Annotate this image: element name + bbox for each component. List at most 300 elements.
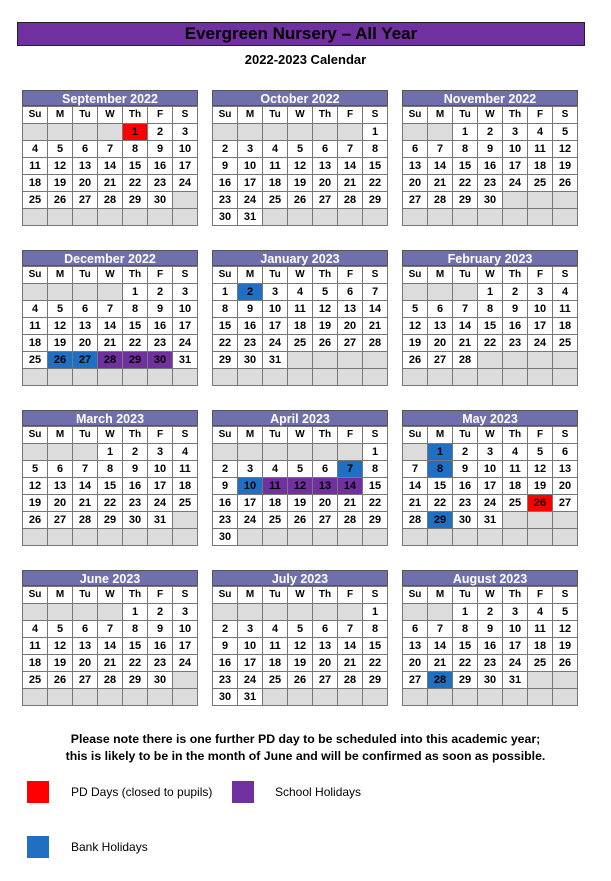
empty-cell bbox=[553, 529, 578, 546]
day-cell: 2 bbox=[148, 284, 173, 301]
day-cell: 2 bbox=[478, 604, 503, 621]
weekday-header-row bbox=[213, 107, 388, 124]
day-cell: 6 bbox=[403, 141, 428, 158]
day-cell: 22 bbox=[363, 655, 388, 672]
note-line-2: this is likely to be in the month of June and will be confirmed as soon as possible. bbox=[65, 749, 546, 763]
day-cell: 27 bbox=[313, 672, 338, 689]
day-cell: 11 bbox=[23, 638, 48, 655]
day-cell: 5 bbox=[288, 621, 313, 638]
weekday-label: S bbox=[363, 107, 388, 124]
weekday-header-row bbox=[403, 107, 578, 124]
day-cell: 16 bbox=[238, 318, 263, 335]
day-cell: 24 bbox=[478, 495, 503, 512]
empty-cell bbox=[173, 209, 198, 226]
day-cell: 10 bbox=[528, 301, 553, 318]
day-cell: 11 bbox=[528, 621, 553, 638]
day-cell: 7 bbox=[453, 301, 478, 318]
day-cell: 21 bbox=[98, 175, 123, 192]
day-cell: 14 bbox=[428, 158, 453, 175]
day-cell: 6 bbox=[73, 301, 98, 318]
day-cell: 7 bbox=[338, 621, 363, 638]
day-cell: 15 bbox=[363, 638, 388, 655]
empty-cell bbox=[338, 604, 363, 621]
day-cell: 25 bbox=[263, 512, 288, 529]
weekday-header-row bbox=[23, 107, 198, 124]
day-cell: 11 bbox=[288, 301, 313, 318]
pd-note bbox=[0, 731, 611, 765]
weekday-label: M bbox=[428, 107, 453, 124]
weekday-label: Th bbox=[313, 267, 338, 284]
day-cell: 5 bbox=[48, 621, 73, 638]
day-cell: 1 bbox=[478, 284, 503, 301]
day-cell: 21 bbox=[338, 655, 363, 672]
empty-cell bbox=[238, 369, 263, 386]
day-cell: 9 bbox=[148, 141, 173, 158]
day-cell: 23 bbox=[148, 655, 173, 672]
week-row bbox=[23, 209, 198, 226]
day-cell: 10 bbox=[263, 301, 288, 318]
day-cell: 22 bbox=[123, 655, 148, 672]
day-cell: 2 bbox=[123, 444, 148, 461]
day-cell: 8 bbox=[98, 461, 123, 478]
month-calendar bbox=[212, 90, 388, 226]
bank-legend-label: Bank Holidays bbox=[71, 840, 148, 854]
day-cell: 18 bbox=[503, 478, 528, 495]
day-cell: 22 bbox=[453, 655, 478, 672]
week-row bbox=[213, 301, 388, 318]
day-cell: 25 bbox=[528, 175, 553, 192]
day-cell: 13 bbox=[338, 301, 363, 318]
empty-cell bbox=[363, 689, 388, 706]
day-cell: 23 bbox=[238, 335, 263, 352]
empty-cell bbox=[288, 529, 313, 546]
day-cell: 12 bbox=[288, 158, 313, 175]
day-cell: 31 bbox=[263, 352, 288, 369]
day-cell: 12 bbox=[288, 478, 313, 495]
day-cell: 14 bbox=[338, 478, 363, 495]
calendar-subtitle: 2022-2023 Calendar bbox=[244, 52, 367, 67]
week-row bbox=[23, 175, 198, 192]
weekday-label: Th bbox=[503, 107, 528, 124]
day-cell: 4 bbox=[263, 621, 288, 638]
weekday-label: F bbox=[338, 587, 363, 604]
weekday-label: S bbox=[553, 427, 578, 444]
day-cell: 2 bbox=[213, 141, 238, 158]
day-cell: 8 bbox=[453, 141, 478, 158]
empty-cell bbox=[263, 529, 288, 546]
day-cell: 26 bbox=[528, 495, 553, 512]
day-cell: 13 bbox=[553, 461, 578, 478]
empty-cell bbox=[403, 124, 428, 141]
day-cell: 28 bbox=[98, 672, 123, 689]
day-cell: 3 bbox=[148, 444, 173, 461]
month-title: September 2022 bbox=[22, 90, 198, 106]
empty-cell bbox=[213, 369, 238, 386]
day-cell: 27 bbox=[313, 192, 338, 209]
day-cell: 28 bbox=[403, 512, 428, 529]
weekday-label: Tu bbox=[453, 267, 478, 284]
empty-cell bbox=[528, 529, 553, 546]
day-cell: 13 bbox=[313, 158, 338, 175]
weekday-label: W bbox=[98, 587, 123, 604]
day-cell: 16 bbox=[453, 478, 478, 495]
day-cell: 30 bbox=[148, 352, 173, 369]
day-cell: 14 bbox=[428, 638, 453, 655]
day-cell: 20 bbox=[403, 175, 428, 192]
day-cell: 16 bbox=[148, 318, 173, 335]
day-cell: 3 bbox=[173, 124, 198, 141]
week-row bbox=[23, 192, 198, 209]
day-cell: 1 bbox=[98, 444, 123, 461]
day-cell: 18 bbox=[173, 478, 198, 495]
empty-cell bbox=[98, 369, 123, 386]
day-cell: 9 bbox=[213, 158, 238, 175]
day-cell: 6 bbox=[338, 284, 363, 301]
day-cell: 16 bbox=[123, 478, 148, 495]
weekday-label: S bbox=[553, 267, 578, 284]
weekday-label: Su bbox=[23, 427, 48, 444]
day-cell: 23 bbox=[213, 512, 238, 529]
day-cell: 1 bbox=[363, 124, 388, 141]
empty-cell bbox=[453, 209, 478, 226]
empty-cell bbox=[428, 689, 453, 706]
day-cell: 28 bbox=[338, 512, 363, 529]
empty-cell bbox=[288, 124, 313, 141]
empty-cell bbox=[288, 604, 313, 621]
weekday-header-row bbox=[403, 267, 578, 284]
day-cell: 28 bbox=[428, 672, 453, 689]
empty-cell bbox=[238, 604, 263, 621]
day-cell: 6 bbox=[313, 621, 338, 638]
day-cell: 8 bbox=[123, 621, 148, 638]
day-cell: 24 bbox=[173, 655, 198, 672]
day-cell: 16 bbox=[213, 175, 238, 192]
day-cell: 14 bbox=[453, 318, 478, 335]
day-cell: 7 bbox=[338, 141, 363, 158]
day-cell: 16 bbox=[478, 638, 503, 655]
day-cell: 24 bbox=[263, 335, 288, 352]
day-cell: 20 bbox=[313, 655, 338, 672]
month-table bbox=[402, 586, 578, 706]
day-cell: 17 bbox=[238, 495, 263, 512]
empty-cell bbox=[403, 209, 428, 226]
empty-cell bbox=[123, 209, 148, 226]
day-cell: 8 bbox=[363, 141, 388, 158]
day-cell: 29 bbox=[123, 192, 148, 209]
day-cell: 19 bbox=[553, 158, 578, 175]
day-cell: 4 bbox=[263, 141, 288, 158]
day-cell: 15 bbox=[213, 318, 238, 335]
day-cell: 20 bbox=[73, 655, 98, 672]
day-cell: 30 bbox=[123, 512, 148, 529]
day-cell: 5 bbox=[48, 301, 73, 318]
empty-cell bbox=[48, 604, 73, 621]
empty-cell bbox=[528, 672, 553, 689]
week-row bbox=[23, 352, 198, 369]
week-row bbox=[403, 141, 578, 158]
empty-cell bbox=[173, 672, 198, 689]
empty-cell bbox=[503, 689, 528, 706]
empty-cell bbox=[478, 529, 503, 546]
day-cell: 30 bbox=[478, 192, 503, 209]
week-row bbox=[23, 461, 198, 478]
empty-cell bbox=[553, 512, 578, 529]
empty-cell bbox=[123, 529, 148, 546]
week-row bbox=[403, 444, 578, 461]
day-cell: 27 bbox=[73, 352, 98, 369]
empty-cell bbox=[48, 444, 73, 461]
weekday-label: Tu bbox=[73, 107, 98, 124]
empty-cell bbox=[73, 124, 98, 141]
day-cell: 28 bbox=[338, 192, 363, 209]
empty-cell bbox=[503, 529, 528, 546]
day-cell: 2 bbox=[453, 444, 478, 461]
weekday-label: F bbox=[148, 427, 173, 444]
empty-cell bbox=[23, 604, 48, 621]
month-table bbox=[402, 426, 578, 546]
day-cell: 5 bbox=[553, 124, 578, 141]
empty-cell bbox=[263, 444, 288, 461]
day-cell: 23 bbox=[503, 335, 528, 352]
day-cell: 10 bbox=[503, 141, 528, 158]
day-cell: 29 bbox=[363, 192, 388, 209]
day-cell: 10 bbox=[238, 158, 263, 175]
week-row bbox=[213, 444, 388, 461]
week-row bbox=[213, 175, 388, 192]
day-cell: 24 bbox=[503, 655, 528, 672]
empty-cell bbox=[148, 369, 173, 386]
day-cell: 14 bbox=[98, 318, 123, 335]
day-cell: 17 bbox=[528, 318, 553, 335]
week-row bbox=[213, 604, 388, 621]
weekday-label: M bbox=[48, 427, 73, 444]
week-row bbox=[213, 284, 388, 301]
weekday-label: W bbox=[98, 107, 123, 124]
empty-cell bbox=[148, 529, 173, 546]
day-cell: 24 bbox=[173, 335, 198, 352]
weekday-label: Su bbox=[213, 107, 238, 124]
empty-cell bbox=[528, 689, 553, 706]
day-cell: 16 bbox=[148, 638, 173, 655]
day-cell: 12 bbox=[403, 318, 428, 335]
week-row bbox=[23, 604, 198, 621]
weekday-label: W bbox=[288, 267, 313, 284]
weekday-label: Th bbox=[313, 587, 338, 604]
weekday-label: F bbox=[148, 107, 173, 124]
weekday-header-row bbox=[23, 267, 198, 284]
empty-cell bbox=[453, 689, 478, 706]
day-cell: 12 bbox=[528, 461, 553, 478]
day-cell: 7 bbox=[338, 461, 363, 478]
day-cell: 10 bbox=[173, 301, 198, 318]
empty-cell bbox=[48, 124, 73, 141]
week-row bbox=[403, 672, 578, 689]
empty-cell bbox=[173, 689, 198, 706]
day-cell: 14 bbox=[403, 478, 428, 495]
weekday-header-row bbox=[213, 587, 388, 604]
day-cell: 18 bbox=[528, 158, 553, 175]
empty-cell bbox=[478, 689, 503, 706]
week-row bbox=[23, 335, 198, 352]
weekday-label: S bbox=[173, 587, 198, 604]
day-cell: 22 bbox=[428, 495, 453, 512]
weekday-label: Su bbox=[403, 107, 428, 124]
day-cell: 22 bbox=[123, 175, 148, 192]
day-cell: 24 bbox=[238, 192, 263, 209]
empty-cell bbox=[173, 192, 198, 209]
day-cell: 17 bbox=[148, 478, 173, 495]
day-cell: 1 bbox=[363, 604, 388, 621]
week-row bbox=[403, 638, 578, 655]
empty-cell bbox=[98, 529, 123, 546]
empty-cell bbox=[453, 529, 478, 546]
weekday-label: M bbox=[428, 427, 453, 444]
day-cell: 22 bbox=[478, 335, 503, 352]
empty-cell bbox=[288, 352, 313, 369]
empty-cell bbox=[313, 689, 338, 706]
day-cell: 17 bbox=[503, 158, 528, 175]
day-cell: 18 bbox=[263, 655, 288, 672]
day-cell: 25 bbox=[173, 495, 198, 512]
weekday-label: Th bbox=[123, 427, 148, 444]
weekday-label: Th bbox=[503, 267, 528, 284]
day-cell: 13 bbox=[403, 638, 428, 655]
day-cell: 3 bbox=[238, 141, 263, 158]
week-row bbox=[403, 175, 578, 192]
day-cell: 4 bbox=[528, 124, 553, 141]
empty-cell bbox=[553, 369, 578, 386]
empty-cell bbox=[528, 209, 553, 226]
empty-cell bbox=[123, 369, 148, 386]
day-cell: 7 bbox=[98, 141, 123, 158]
empty-cell bbox=[73, 284, 98, 301]
empty-cell bbox=[428, 369, 453, 386]
day-cell: 20 bbox=[403, 655, 428, 672]
day-cell: 12 bbox=[288, 638, 313, 655]
day-cell: 19 bbox=[288, 655, 313, 672]
day-cell: 13 bbox=[313, 478, 338, 495]
empty-cell bbox=[338, 124, 363, 141]
month-title: June 2023 bbox=[22, 570, 198, 586]
weekday-header-row bbox=[23, 427, 198, 444]
day-cell: 26 bbox=[48, 672, 73, 689]
day-cell: 31 bbox=[238, 689, 263, 706]
day-cell: 25 bbox=[503, 495, 528, 512]
week-row bbox=[213, 621, 388, 638]
day-cell: 24 bbox=[238, 672, 263, 689]
empty-cell bbox=[48, 689, 73, 706]
empty-cell bbox=[338, 529, 363, 546]
day-cell: 9 bbox=[238, 301, 263, 318]
month-table bbox=[402, 266, 578, 386]
week-row bbox=[213, 638, 388, 655]
empty-cell bbox=[313, 529, 338, 546]
weekday-label: Th bbox=[503, 587, 528, 604]
empty-cell bbox=[553, 352, 578, 369]
week-row bbox=[23, 301, 198, 318]
weekday-label: Su bbox=[403, 427, 428, 444]
day-cell: 30 bbox=[238, 352, 263, 369]
day-cell: 1 bbox=[213, 284, 238, 301]
day-cell: 1 bbox=[123, 124, 148, 141]
day-cell: 28 bbox=[98, 192, 123, 209]
empty-cell bbox=[553, 192, 578, 209]
empty-cell bbox=[478, 209, 503, 226]
month-table bbox=[212, 106, 388, 226]
day-cell: 3 bbox=[503, 604, 528, 621]
pd-legend-label: PD Days (closed to pupils) bbox=[71, 785, 213, 799]
day-cell: 3 bbox=[478, 444, 503, 461]
day-cell: 15 bbox=[453, 638, 478, 655]
day-cell: 13 bbox=[73, 318, 98, 335]
day-cell: 20 bbox=[338, 318, 363, 335]
day-cell: 8 bbox=[123, 141, 148, 158]
day-cell: 4 bbox=[23, 141, 48, 158]
day-cell: 20 bbox=[73, 175, 98, 192]
week-row bbox=[403, 192, 578, 209]
day-cell: 26 bbox=[288, 192, 313, 209]
empty-cell bbox=[23, 124, 48, 141]
month-table bbox=[402, 106, 578, 226]
empty-cell bbox=[98, 689, 123, 706]
day-cell: 21 bbox=[428, 175, 453, 192]
day-cell: 13 bbox=[313, 638, 338, 655]
day-cell: 2 bbox=[503, 284, 528, 301]
day-cell: 17 bbox=[503, 638, 528, 655]
day-cell: 6 bbox=[73, 621, 98, 638]
empty-cell bbox=[73, 369, 98, 386]
day-cell: 29 bbox=[428, 512, 453, 529]
week-row bbox=[213, 209, 388, 226]
weekday-label: F bbox=[528, 587, 553, 604]
day-cell: 26 bbox=[403, 352, 428, 369]
day-cell: 24 bbox=[173, 175, 198, 192]
day-cell: 22 bbox=[123, 335, 148, 352]
day-cell: 27 bbox=[338, 335, 363, 352]
day-cell: 31 bbox=[148, 512, 173, 529]
month-calendar bbox=[212, 410, 388, 546]
week-row bbox=[23, 689, 198, 706]
day-cell: 7 bbox=[98, 621, 123, 638]
day-cell: 4 bbox=[23, 301, 48, 318]
empty-cell bbox=[403, 369, 428, 386]
day-cell: 7 bbox=[403, 461, 428, 478]
week-row bbox=[403, 301, 578, 318]
empty-cell bbox=[528, 352, 553, 369]
day-cell: 16 bbox=[213, 495, 238, 512]
month-table bbox=[22, 266, 198, 386]
day-cell: 22 bbox=[213, 335, 238, 352]
day-cell: 27 bbox=[313, 512, 338, 529]
day-cell: 28 bbox=[338, 672, 363, 689]
empty-cell bbox=[363, 369, 388, 386]
day-cell: 25 bbox=[288, 335, 313, 352]
day-cell: 5 bbox=[48, 141, 73, 158]
empty-cell bbox=[403, 604, 428, 621]
day-cell: 9 bbox=[213, 638, 238, 655]
week-row bbox=[403, 124, 578, 141]
weekday-label: M bbox=[428, 587, 453, 604]
empty-cell bbox=[338, 369, 363, 386]
day-cell: 5 bbox=[403, 301, 428, 318]
day-cell: 9 bbox=[213, 478, 238, 495]
day-cell: 19 bbox=[553, 638, 578, 655]
empty-cell bbox=[363, 529, 388, 546]
weekday-label: F bbox=[148, 587, 173, 604]
day-cell: 20 bbox=[313, 495, 338, 512]
day-cell: 2 bbox=[238, 284, 263, 301]
bank-swatch bbox=[27, 836, 49, 858]
